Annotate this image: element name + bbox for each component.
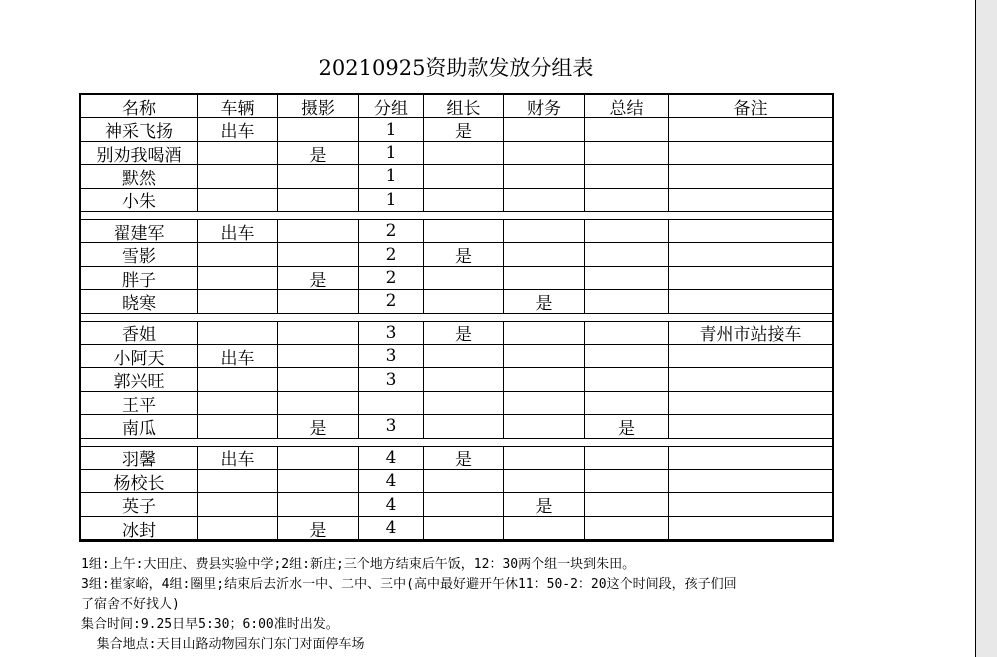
table-cell[interactable]: 神采飞扬 xyxy=(81,118,198,140)
table-cell[interactable]: 2 xyxy=(359,243,424,265)
table-cell[interactable] xyxy=(504,345,585,367)
table-cell[interactable] xyxy=(424,517,504,539)
table-cell[interactable] xyxy=(585,118,669,140)
table-cell[interactable] xyxy=(585,322,669,344)
table-cell[interactable] xyxy=(278,447,359,469)
table-cell[interactable] xyxy=(669,189,832,211)
table-cell[interactable]: 翟建军 xyxy=(81,220,198,242)
table-cell[interactable] xyxy=(424,345,504,367)
table-cell[interactable]: 香姐 xyxy=(81,322,198,344)
table-cell[interactable]: 是 xyxy=(585,415,669,437)
table-cell[interactable] xyxy=(424,189,504,211)
table-cell[interactable] xyxy=(198,517,278,539)
table-cell[interactable]: 杨校长 xyxy=(81,470,198,492)
table-cell[interactable]: 胖子 xyxy=(81,267,198,289)
table-cell[interactable] xyxy=(669,392,832,414)
table-cell[interactable] xyxy=(504,517,585,539)
table-cell[interactable] xyxy=(424,493,504,515)
table-cell[interactable] xyxy=(424,267,504,289)
table-cell[interactable]: 小阿天 xyxy=(81,345,198,367)
table-row xyxy=(81,290,832,313)
table-cell[interactable] xyxy=(669,368,832,390)
column-header[interactable]: 组长 xyxy=(424,95,504,117)
table-cell[interactable] xyxy=(424,392,504,414)
table-cell[interactable] xyxy=(504,368,585,390)
table-cell[interactable] xyxy=(198,243,278,265)
table-cell[interactable] xyxy=(504,189,585,211)
table-cell[interactable] xyxy=(585,165,669,187)
table-cell[interactable]: 出车 xyxy=(198,118,278,140)
page-title: 20210925资助款发放分组表 xyxy=(318,56,594,80)
scrollbar-track[interactable] xyxy=(976,0,997,657)
table-cell[interactable] xyxy=(504,470,585,492)
table-cell[interactable] xyxy=(669,290,832,312)
table-cell[interactable] xyxy=(585,243,669,265)
table-row xyxy=(81,493,832,516)
table-cell[interactable] xyxy=(585,267,669,289)
column-header[interactable]: 摄影 xyxy=(278,95,359,117)
table-cell[interactable] xyxy=(424,142,504,164)
table-cell[interactable] xyxy=(278,368,359,390)
table-cell[interactable] xyxy=(278,243,359,265)
table-cell[interactable] xyxy=(504,220,585,242)
table-cell[interactable]: 是 xyxy=(278,267,359,289)
table-row xyxy=(81,142,832,165)
table-cell[interactable] xyxy=(198,470,278,492)
table-cell[interactable]: 4 xyxy=(359,447,424,469)
table-cell[interactable] xyxy=(669,470,832,492)
table-cell[interactable] xyxy=(669,447,832,469)
table-row xyxy=(81,470,832,493)
table-cell[interactable] xyxy=(278,165,359,187)
column-header[interactable]: 车辆 xyxy=(198,95,278,117)
table-row xyxy=(81,189,832,212)
table-cell[interactable] xyxy=(585,470,669,492)
table-cell[interactable]: 出车 xyxy=(198,220,278,242)
table-cell[interactable] xyxy=(278,493,359,515)
table-cell[interactable]: 别劝我喝酒 xyxy=(81,142,198,164)
table-cell[interactable] xyxy=(278,118,359,140)
table-cell[interactable] xyxy=(504,243,585,265)
table-row xyxy=(81,243,832,266)
table-cell[interactable] xyxy=(669,142,832,164)
table-cell[interactable] xyxy=(278,189,359,211)
table-cell[interactable] xyxy=(504,415,585,437)
table-cell[interactable] xyxy=(278,345,359,367)
table-cell[interactable]: 3 xyxy=(359,322,424,344)
note-line: 集合时间:9.25日早5:30；6:00准时出发。 xyxy=(81,617,339,632)
table-cell[interactable] xyxy=(278,290,359,312)
table-cell[interactable] xyxy=(424,415,504,437)
table-cell[interactable] xyxy=(424,165,504,187)
table-cell[interactable] xyxy=(504,322,585,344)
table-cell[interactable] xyxy=(669,118,832,140)
table-cell[interactable] xyxy=(585,447,669,469)
table-cell[interactable] xyxy=(585,517,669,539)
table-cell[interactable]: 是 xyxy=(278,415,359,437)
note-line: 集合地点:天目山路动物园东门东门对面停车场 xyxy=(81,637,365,652)
table-cell[interactable] xyxy=(585,392,669,414)
table-cell[interactable] xyxy=(585,142,669,164)
table-cell[interactable] xyxy=(585,220,669,242)
table-cell[interactable]: 4 xyxy=(359,517,424,539)
table-cell[interactable]: 南瓜 xyxy=(81,415,198,437)
table-row xyxy=(81,220,832,243)
table-row xyxy=(81,267,832,290)
table-cell[interactable] xyxy=(669,220,832,242)
table-row xyxy=(81,392,832,415)
notes-section xyxy=(81,555,841,655)
table-row xyxy=(81,322,832,345)
table-cell[interactable]: 雪影 xyxy=(81,243,198,265)
group-separator-row xyxy=(81,212,832,220)
table-cell[interactable] xyxy=(198,493,278,515)
table-row xyxy=(81,415,832,438)
table-cell[interactable] xyxy=(198,290,278,312)
table-cell[interactable]: 2 xyxy=(359,220,424,242)
table-cell[interactable] xyxy=(669,517,832,539)
table-cell[interactable] xyxy=(278,220,359,242)
column-header[interactable]: 名称 xyxy=(81,95,198,117)
table-cell[interactable] xyxy=(198,322,278,344)
table-cell[interactable]: 出车 xyxy=(198,447,278,469)
table-cell[interactable] xyxy=(585,189,669,211)
table-cell[interactable] xyxy=(198,165,278,187)
table-cell[interactable]: 是 xyxy=(504,493,585,515)
table-row xyxy=(81,447,832,470)
table-cell[interactable] xyxy=(424,368,504,390)
table-cell[interactable]: 晓寒 xyxy=(81,290,198,312)
table-cell[interactable] xyxy=(669,415,832,437)
table-cell[interactable]: 是 xyxy=(278,517,359,539)
table-cell[interactable]: 是 xyxy=(424,118,504,140)
table-row xyxy=(81,165,832,188)
table-cell[interactable] xyxy=(669,267,832,289)
note-line: 1组:上午:大田庄、费县实验中学;2组:新庄;三个地方结束后午饭，12：30两个组一块到朱田。 xyxy=(81,557,636,572)
table-cell[interactable] xyxy=(504,267,585,289)
table-cell[interactable] xyxy=(504,165,585,187)
table-cell[interactable]: 默然 xyxy=(81,165,198,187)
table-cell[interactable]: 3 xyxy=(359,368,424,390)
table-row xyxy=(81,368,832,391)
table-cell[interactable]: 是 xyxy=(424,243,504,265)
table-cell[interactable]: 小朱 xyxy=(81,189,198,211)
table-cell[interactable] xyxy=(585,368,669,390)
table-cell[interactable] xyxy=(669,493,832,515)
table-cell[interactable]: 3 xyxy=(359,415,424,437)
table-cell[interactable]: 是 xyxy=(278,142,359,164)
table-cell[interactable] xyxy=(585,493,669,515)
table-cell[interactable]: 2 xyxy=(359,290,424,312)
note-line: 了宿舍不好找人) xyxy=(81,597,180,612)
table-cell[interactable]: 英子 xyxy=(81,493,198,515)
table-cell[interactable]: 冰封 xyxy=(81,517,198,539)
table-cell[interactable] xyxy=(278,322,359,344)
table-cell[interactable] xyxy=(504,447,585,469)
column-header[interactable]: 财务 xyxy=(504,95,585,117)
note-line: 3组:崔家峪，4组:圈里;结束后去沂水一中、二中、三中(高中最好避开午休11：50-2：20这个时间段，孩子们回 xyxy=(81,577,737,592)
table-cell[interactable]: 2 xyxy=(359,267,424,289)
table-cell[interactable] xyxy=(669,165,832,187)
column-header[interactable]: 分组 xyxy=(359,95,424,117)
table-cell[interactable] xyxy=(198,267,278,289)
table-cell[interactable] xyxy=(359,392,424,414)
column-header[interactable]: 总结 xyxy=(585,95,669,117)
table-cell[interactable]: 郭兴旺 xyxy=(81,368,198,390)
table-cell[interactable] xyxy=(424,290,504,312)
table-row xyxy=(81,118,832,141)
table-cell[interactable] xyxy=(504,118,585,140)
table-cell[interactable] xyxy=(198,142,278,164)
table-cell[interactable]: 羽馨 xyxy=(81,447,198,469)
table-cell[interactable]: 出车 xyxy=(198,345,278,367)
table-cell[interactable]: 1 xyxy=(359,118,424,140)
table-cell[interactable] xyxy=(669,345,832,367)
table-cell[interactable] xyxy=(504,392,585,414)
table-cell[interactable] xyxy=(669,243,832,265)
table-cell[interactable]: 1 xyxy=(359,165,424,187)
table-cell[interactable]: 是 xyxy=(424,322,504,344)
table-cell[interactable] xyxy=(198,368,278,390)
column-header[interactable]: 备注 xyxy=(733,98,768,119)
table-cell[interactable] xyxy=(198,392,278,414)
table-cell[interactable]: 4 xyxy=(359,470,424,492)
table-cell[interactable]: 是 xyxy=(424,447,504,469)
table-cell[interactable] xyxy=(424,470,504,492)
table-cell[interactable]: 青州市站接车 xyxy=(699,325,802,346)
table-cell[interactable]: 4 xyxy=(359,493,424,515)
table-cell[interactable] xyxy=(585,345,669,367)
table-cell[interactable]: 是 xyxy=(504,290,585,312)
table-cell[interactable] xyxy=(424,220,504,242)
table-cell[interactable] xyxy=(198,415,278,437)
table-cell[interactable]: 王平 xyxy=(81,392,198,414)
table-cell[interactable] xyxy=(198,189,278,211)
allocation-table xyxy=(79,93,834,542)
table-header-row xyxy=(81,95,832,118)
table-cell[interactable] xyxy=(278,392,359,414)
table-cell[interactable]: 3 xyxy=(359,345,424,367)
table-cell[interactable]: 1 xyxy=(359,142,424,164)
table-cell[interactable] xyxy=(278,470,359,492)
table-cell[interactable] xyxy=(504,142,585,164)
table-row xyxy=(81,345,832,368)
table-row xyxy=(81,517,832,540)
table-cell[interactable] xyxy=(585,290,669,312)
table-cell[interactable]: 1 xyxy=(359,189,424,211)
